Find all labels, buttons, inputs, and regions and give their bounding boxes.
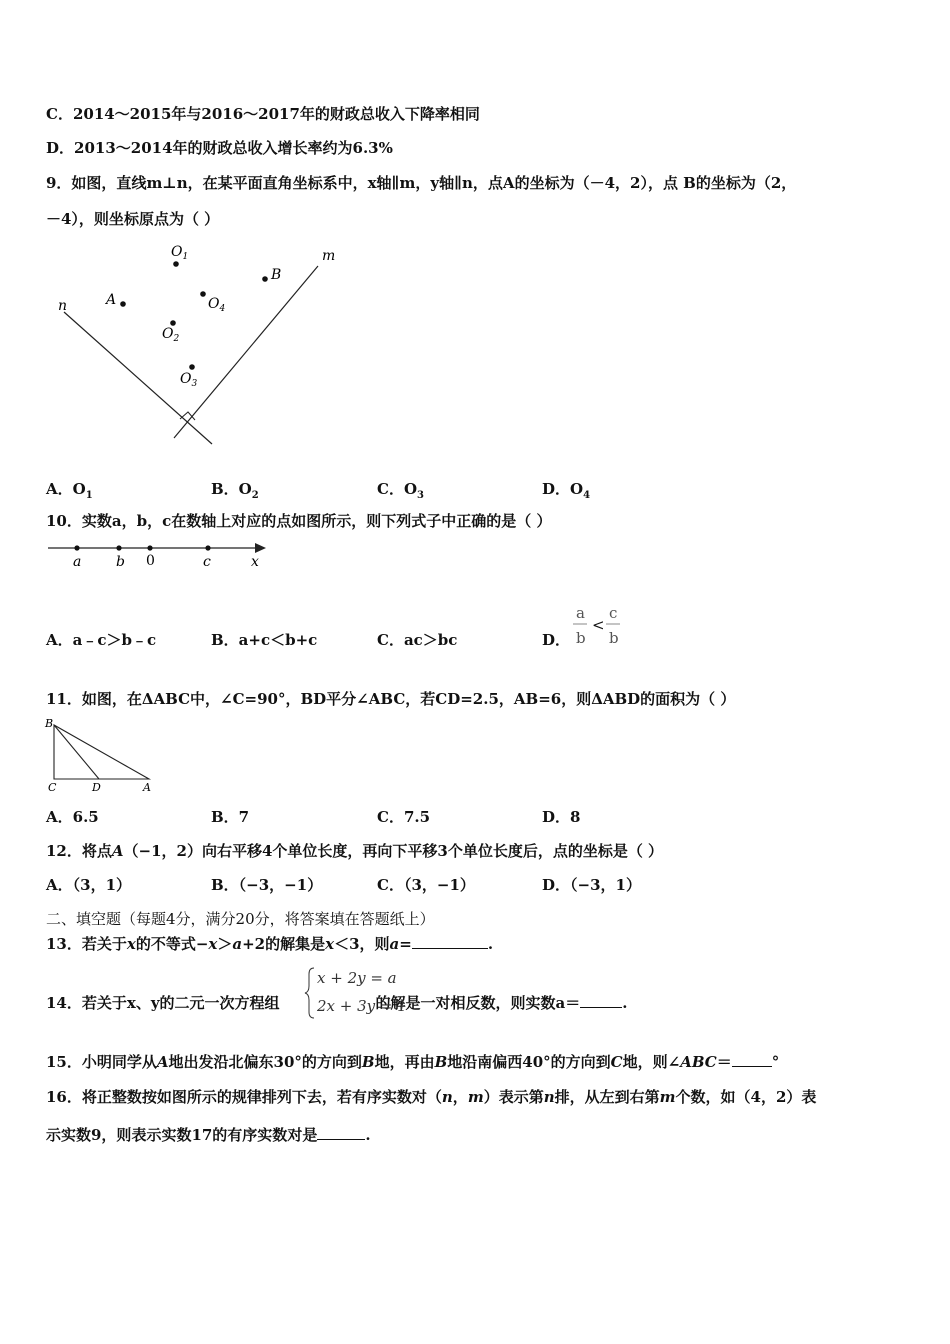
label-b: b [116,554,125,570]
label-zero: 0 [146,553,155,569]
q9-option-c: C．$O_3$ [377,480,424,501]
q8-option-d: D．2013～2014年的财政总收入增长率约为6.3% [46,139,393,157]
q12-option-b: B．（−3，−1） [211,876,323,894]
label-x: x [251,554,259,570]
label-O1: $O_1$ [171,244,189,262]
section-2-title: 二、填空题（每题4分，满分20分，将答案填在答题纸上） [46,910,435,928]
label-a: a [73,554,82,570]
point-A [120,301,126,307]
q12-option-a: A．（3，1） [46,876,132,894]
equation-1: x + 2y = a [317,969,397,987]
label-m: m [322,248,336,264]
frac2-den: b [609,629,619,647]
point-zero [147,545,152,550]
label-c: c [203,554,211,570]
q14-answer-blank[interactable] [580,993,622,1008]
less-than: < [592,616,605,634]
q16-answer-blank[interactable] [317,1125,365,1140]
label-O3: $O_3$ [180,371,198,389]
q9-option-d: D．$O_4$ [542,480,591,501]
q13-answer-blank[interactable] [412,934,488,949]
q15-answer-blank[interactable] [732,1052,772,1067]
label-O4: $O_4$ [208,296,226,314]
q11-figure [44,715,164,795]
label-n: n [58,298,68,314]
q15-stem: 15．小明同学从A地出发沿北偏东30°的方向到B地，再由B地沿南偏西40°的方向到C地，则∠ABC＝ ° [46,1053,780,1071]
label-C: C [48,781,57,794]
point-O4 [200,291,206,297]
q12-option-c: C．（3，−1） [377,876,475,894]
point-c [205,545,210,550]
label-B: B [271,267,282,283]
q16-stem-line2: 示实数9，则表示实数17的有序实数对是 . [46,1126,371,1144]
q10-option-d-label: D． [542,631,571,649]
label-A: A [143,781,151,794]
triangle-abc [54,725,149,779]
q9-stem-line2: －4），则坐标原点为（ ） [46,210,220,228]
line-m [174,266,318,438]
q11-option-d: D．8 [542,808,581,826]
q10-option-b: B．a+c＜b+c [211,631,318,649]
equation-2: 2x + 3y = 1 [317,997,407,1015]
bisector-bd [54,725,99,779]
q10-option-a: A．a﹣c＞b﹣c [46,631,157,649]
q11-option-c: C．7.5 [377,808,431,826]
frac1-den: b [576,629,586,647]
point-a [74,545,79,550]
label-A: A [106,292,117,308]
q10-option-c: C．ac＞bc [377,631,458,649]
q10-number-line [46,538,276,574]
q9-option-b: B．$O_2$ [211,480,259,501]
label-O2: $O_2$ [162,326,180,344]
q11-option-a: A．6.5 [46,808,99,826]
q11-option-b: B．7 [211,808,250,826]
q12-stem: 12．将点A（−1，2）向右平移4个单位长度，再向下平移3个单位长度后，点的坐标是（ ） [46,842,664,860]
q8-option-c: C．2014～2015年与2016～2017年的财政总收入下降率相同 [46,105,480,123]
q14-equation-system [304,964,407,1022]
label-B: B [45,717,54,730]
q16-stem-line1: 16．将正整数按如图所示的规律排列下去，若有序实数对（n，m）表示第n排，从左到右第m个数，如（4，2）表 [46,1088,817,1106]
q12-option-d: D．（−3，1） [542,876,641,894]
frac2-num: c [609,604,618,622]
point-O2 [170,320,176,326]
q11-stem: 11．如图，在ΔABC中，∠C=90°，BD平分∠ABC，若CD=2.5，AB=6，则ΔABD的面积为（ ） [46,690,736,708]
q10-option-d-fractions [570,602,630,650]
label-D: D [92,781,101,794]
q9-figure [50,242,350,452]
q10-stem: 10．实数a，b，c在数轴上对应的点如图所示，则下列式子中正确的是（ ） [46,512,552,530]
frac1-num: a [576,604,585,622]
point-O3 [189,364,195,370]
point-B [262,276,268,282]
point-b [116,545,121,550]
axis-arrow [255,543,266,553]
point-O1 [173,261,179,267]
q14-stem: 14．若关于x、y的二元一次方程组 的解是一对相反数，则实数a＝ . [46,994,628,1012]
q9-option-a: A．$O_1$ [46,480,93,501]
left-brace [305,968,314,1018]
q13-stem: 13．若关于x的不等式−x＞a+2的解集是x＜3，则a= . [46,935,494,953]
q9-stem-line1: 9．如图，直线m⊥n，在某平面直角坐标系中，x轴∥m，y轴∥n，点A的坐标为（－4，2），点 B的坐标为（2， [46,174,797,192]
